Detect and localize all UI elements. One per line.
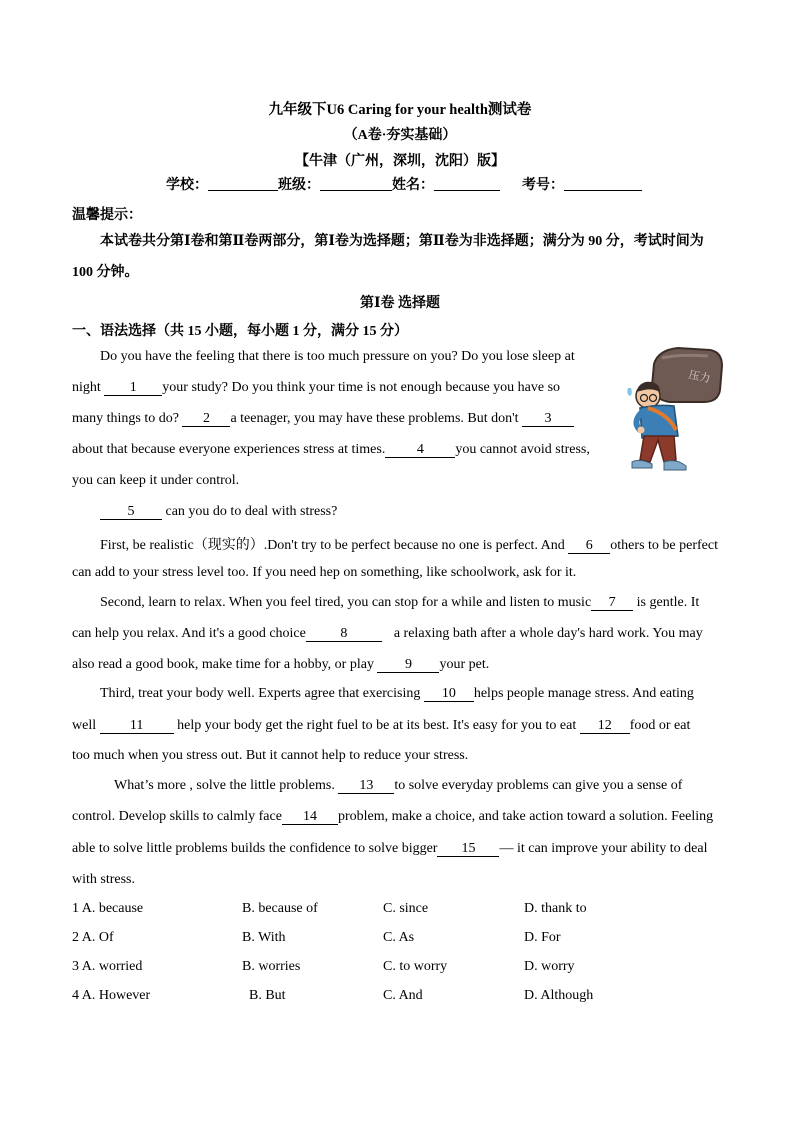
passage-line: What’s more , solve the little problems. 13 to solve everyday problems can give you a sense of	[114, 778, 683, 793]
passage-line: many things to do? 2 a teenager, you may have these problems. But don't 3	[72, 411, 574, 427]
name-label: 姓名：	[392, 178, 434, 193]
passage-line: with stress.	[72, 872, 135, 887]
option-a: 4 A. However	[72, 988, 151, 1003]
exam-number-label: 考号：	[522, 178, 564, 193]
name-blank	[434, 176, 500, 191]
blank-13: 13	[338, 778, 394, 794]
option-a: 3 A. worried	[72, 959, 143, 974]
option-c: C. As	[383, 930, 415, 945]
passage-line: well 11 help your body get the right fuel to be at its best. It's easy for you to eat 12 food or eat	[72, 718, 691, 733]
passage-line: you can keep it under control.	[72, 473, 240, 488]
option-c: C. since	[383, 901, 429, 916]
blank-9: 9	[377, 657, 439, 673]
option-b: B. With	[242, 930, 286, 945]
passage-line: Second, learn to relax. When you feel tired, you can stop for a while and listen to music 7 is gentle. It	[100, 595, 700, 610]
passage-line: 5 can you do to deal with stress?	[100, 504, 337, 520]
sack-label: 压力	[687, 368, 712, 386]
passage-line: Third, treat your body well. Experts agree that exercising 10 helps people manage stress. And eating	[100, 686, 694, 701]
blank-3: 3	[522, 411, 574, 427]
option-b: B. because of	[242, 901, 318, 916]
option-c: C. to worry	[383, 959, 448, 974]
blank-2: 2	[182, 411, 230, 427]
stressed-boy-carrying-pressure-sack-icon	[618, 344, 730, 478]
blank-6: 6	[568, 538, 610, 554]
option-d: D. Although	[524, 988, 594, 1003]
option-b: B. worries	[242, 959, 301, 974]
passage-line: too much when you stress out. But it cannot help to reduce your stress.	[72, 748, 469, 763]
blank-15: 15	[437, 841, 499, 857]
passage-line: control. Develop skills to calmly face 14 problem, make a choice, and take action toward a solution. Feeling	[72, 809, 714, 824]
blank-14: 14	[282, 809, 338, 825]
tips-label: 温馨提示：	[72, 208, 142, 223]
option-b: B. But	[249, 988, 286, 1003]
student-info-line	[166, 174, 642, 194]
tips-text-line-1: 本试卷共分第Ⅰ卷和第Ⅱ卷两部分，第Ⅰ卷为选择题；第Ⅱ卷为非选择题；满分为 90 分，考试时间为	[100, 234, 704, 249]
blank-12: 12	[580, 718, 630, 734]
blank-4: 4	[385, 442, 455, 458]
passage-line: about that because everyone experiences stress at times. 4 you cannot avoid stress,	[72, 442, 590, 457]
passage-line: can add to your stress level too. If you need hep on something, like schoolwork, ask for it.	[72, 565, 577, 580]
exam-number-blank	[564, 176, 642, 191]
option-d: D. thank to	[524, 901, 587, 916]
subtitle-edition: 【牛津（广州，深圳，沈阳）版】	[295, 154, 505, 169]
section-title: 一、语法选择（共 15 小题，每小题 1 分，满分 15 分）	[72, 324, 408, 339]
passage-line: able to solve little problems builds the confidence to solve bigger 15 — it can improve your ability to deal	[72, 841, 708, 856]
class-blank	[320, 176, 392, 191]
school-label: 学校：	[166, 178, 208, 193]
subtitle-a-volume: （A卷·夯实基础）	[343, 128, 457, 143]
blank-10: 10	[424, 686, 474, 702]
option-a: 1 A. because	[72, 901, 144, 916]
option-a: 2 A. Of	[72, 930, 114, 945]
page-title: 九年级下U6 Caring for your health测试卷	[268, 102, 532, 118]
passage-line: First, be realistic（现实的）.Don't try to be perfect because no one is perfect. And 6 others to be perfect	[100, 538, 718, 553]
passage-line: Do you have the feeling that there is too much pressure on you? Do you lose sleep at	[100, 349, 575, 364]
option-c: C. And	[383, 988, 423, 1003]
part-one-title: 第Ⅰ卷 选择题	[359, 296, 441, 311]
blank-11: 11	[100, 718, 174, 734]
option-d: D. For	[524, 930, 561, 945]
passage-line: can help you relax. And it's a good choice 8 a relaxing bath after a whole day's hard work. You may	[72, 626, 703, 641]
blank-1: 1	[104, 380, 162, 396]
passage-line: also read a good book, make time for a hobby, or play 9 your pet.	[72, 657, 490, 672]
option-d: D. worry	[524, 959, 575, 974]
passage-line: night 1 your study? Do you think your time is not enough because you have so	[72, 380, 561, 395]
class-label: 班级：	[278, 178, 320, 193]
blank-5: 5	[100, 504, 162, 520]
blank-7: 7	[591, 595, 633, 611]
blank-8: 8	[306, 626, 382, 642]
tips-text-line-2: 100 分钟。	[72, 265, 139, 280]
school-blank	[208, 176, 278, 191]
